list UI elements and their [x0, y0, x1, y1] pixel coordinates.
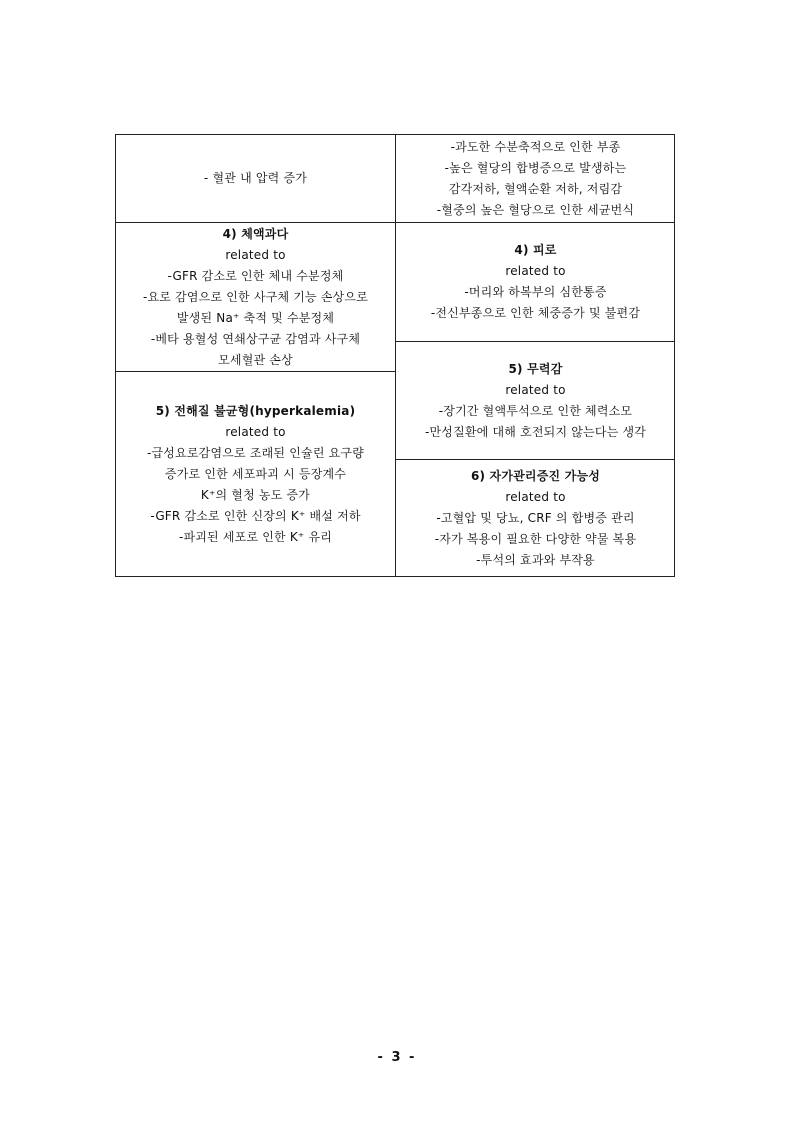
cell-line: -장기간 혈액투석으로 인한 체력소모: [438, 403, 633, 418]
diagnosis-title: 5) 무력감: [508, 361, 563, 376]
care-plan-table: [115, 134, 675, 577]
cell-line: -전신부종으로 인한 체중증가 및 불편감: [430, 306, 641, 320]
cell-line: related to: [225, 247, 286, 262]
left-cell-pressure: [116, 135, 395, 222]
cell-line: 증가로 인한 세포파괴 시 등장계수: [164, 466, 347, 481]
cell-line: -급성요로감염으로 조래된 인슐린 요구량: [146, 445, 365, 460]
cell-line: -GFR 감소로 인한 체내 수분정체: [167, 268, 344, 283]
cell-line: -베타 용혈성 연쇄상구균 감염과 사구체: [150, 331, 361, 346]
cell-line: - 혈관 내 압력 증가: [203, 171, 308, 185]
cell-line: -혈중의 높은 혈당으로 인한 세균번식: [436, 202, 635, 217]
cell-line: 감각저하, 혈액순환 저하, 저림감: [448, 181, 623, 196]
cell-line: -고혈압 및 당뇨, CRF 의 합병증 관리: [436, 510, 635, 525]
left-cell-electrolyte: [116, 372, 395, 576]
right-cell-fatigue: [396, 223, 675, 341]
cell-line: -요로 감염으로 인한 사구체 기능 손상으로: [142, 289, 369, 304]
cell-line: -머리와 하복부의 심한통증: [464, 285, 607, 299]
right-cell-self-management: [396, 460, 675, 576]
cell-line: related to: [225, 424, 286, 439]
right-cell-powerlessness: [396, 342, 675, 459]
cell-line: 모세혈관 손상: [218, 352, 293, 367]
cell-line: -GFR 감소로 인한 신장의 K⁺ 배설 저하: [150, 508, 361, 523]
diagnosis-title: 4) 체액과다: [222, 226, 289, 241]
cell-line: -과도한 수분축적으로 인한 부종: [450, 139, 621, 154]
cell-line: -높은 혈당의 합병증으로 발생하는: [444, 160, 627, 175]
page-number: - 3 -: [377, 1050, 417, 1065]
cell-line: -자가 복용이 필요한 다양한 약물 복용: [434, 531, 637, 546]
right-cell-complications: [396, 135, 675, 222]
cell-line: related to: [505, 489, 566, 504]
cell-line: -만성질환에 대해 호전되지 않는다는 생각: [424, 424, 647, 439]
cell-line: -파괴된 세포로 인한 K⁺ 유리: [178, 529, 333, 544]
cell-line: related to: [505, 264, 566, 278]
diagnosis-title: 5) 전해질 불균형(hyperkalemia): [155, 403, 356, 418]
diagnosis-title: 4) 피로: [514, 243, 557, 257]
diagnosis-title: 6) 자가관리증진 가능성: [470, 468, 601, 483]
cell-line: 발생된 Na⁺ 축적 및 수분정체: [176, 310, 335, 325]
cell-line: related to: [505, 382, 566, 397]
cell-line: K⁺의 혈청 농도 증가: [200, 487, 311, 502]
cell-line: -투석의 효과와 부작용: [476, 552, 595, 567]
left-cell-fluid-excess: [116, 223, 395, 371]
